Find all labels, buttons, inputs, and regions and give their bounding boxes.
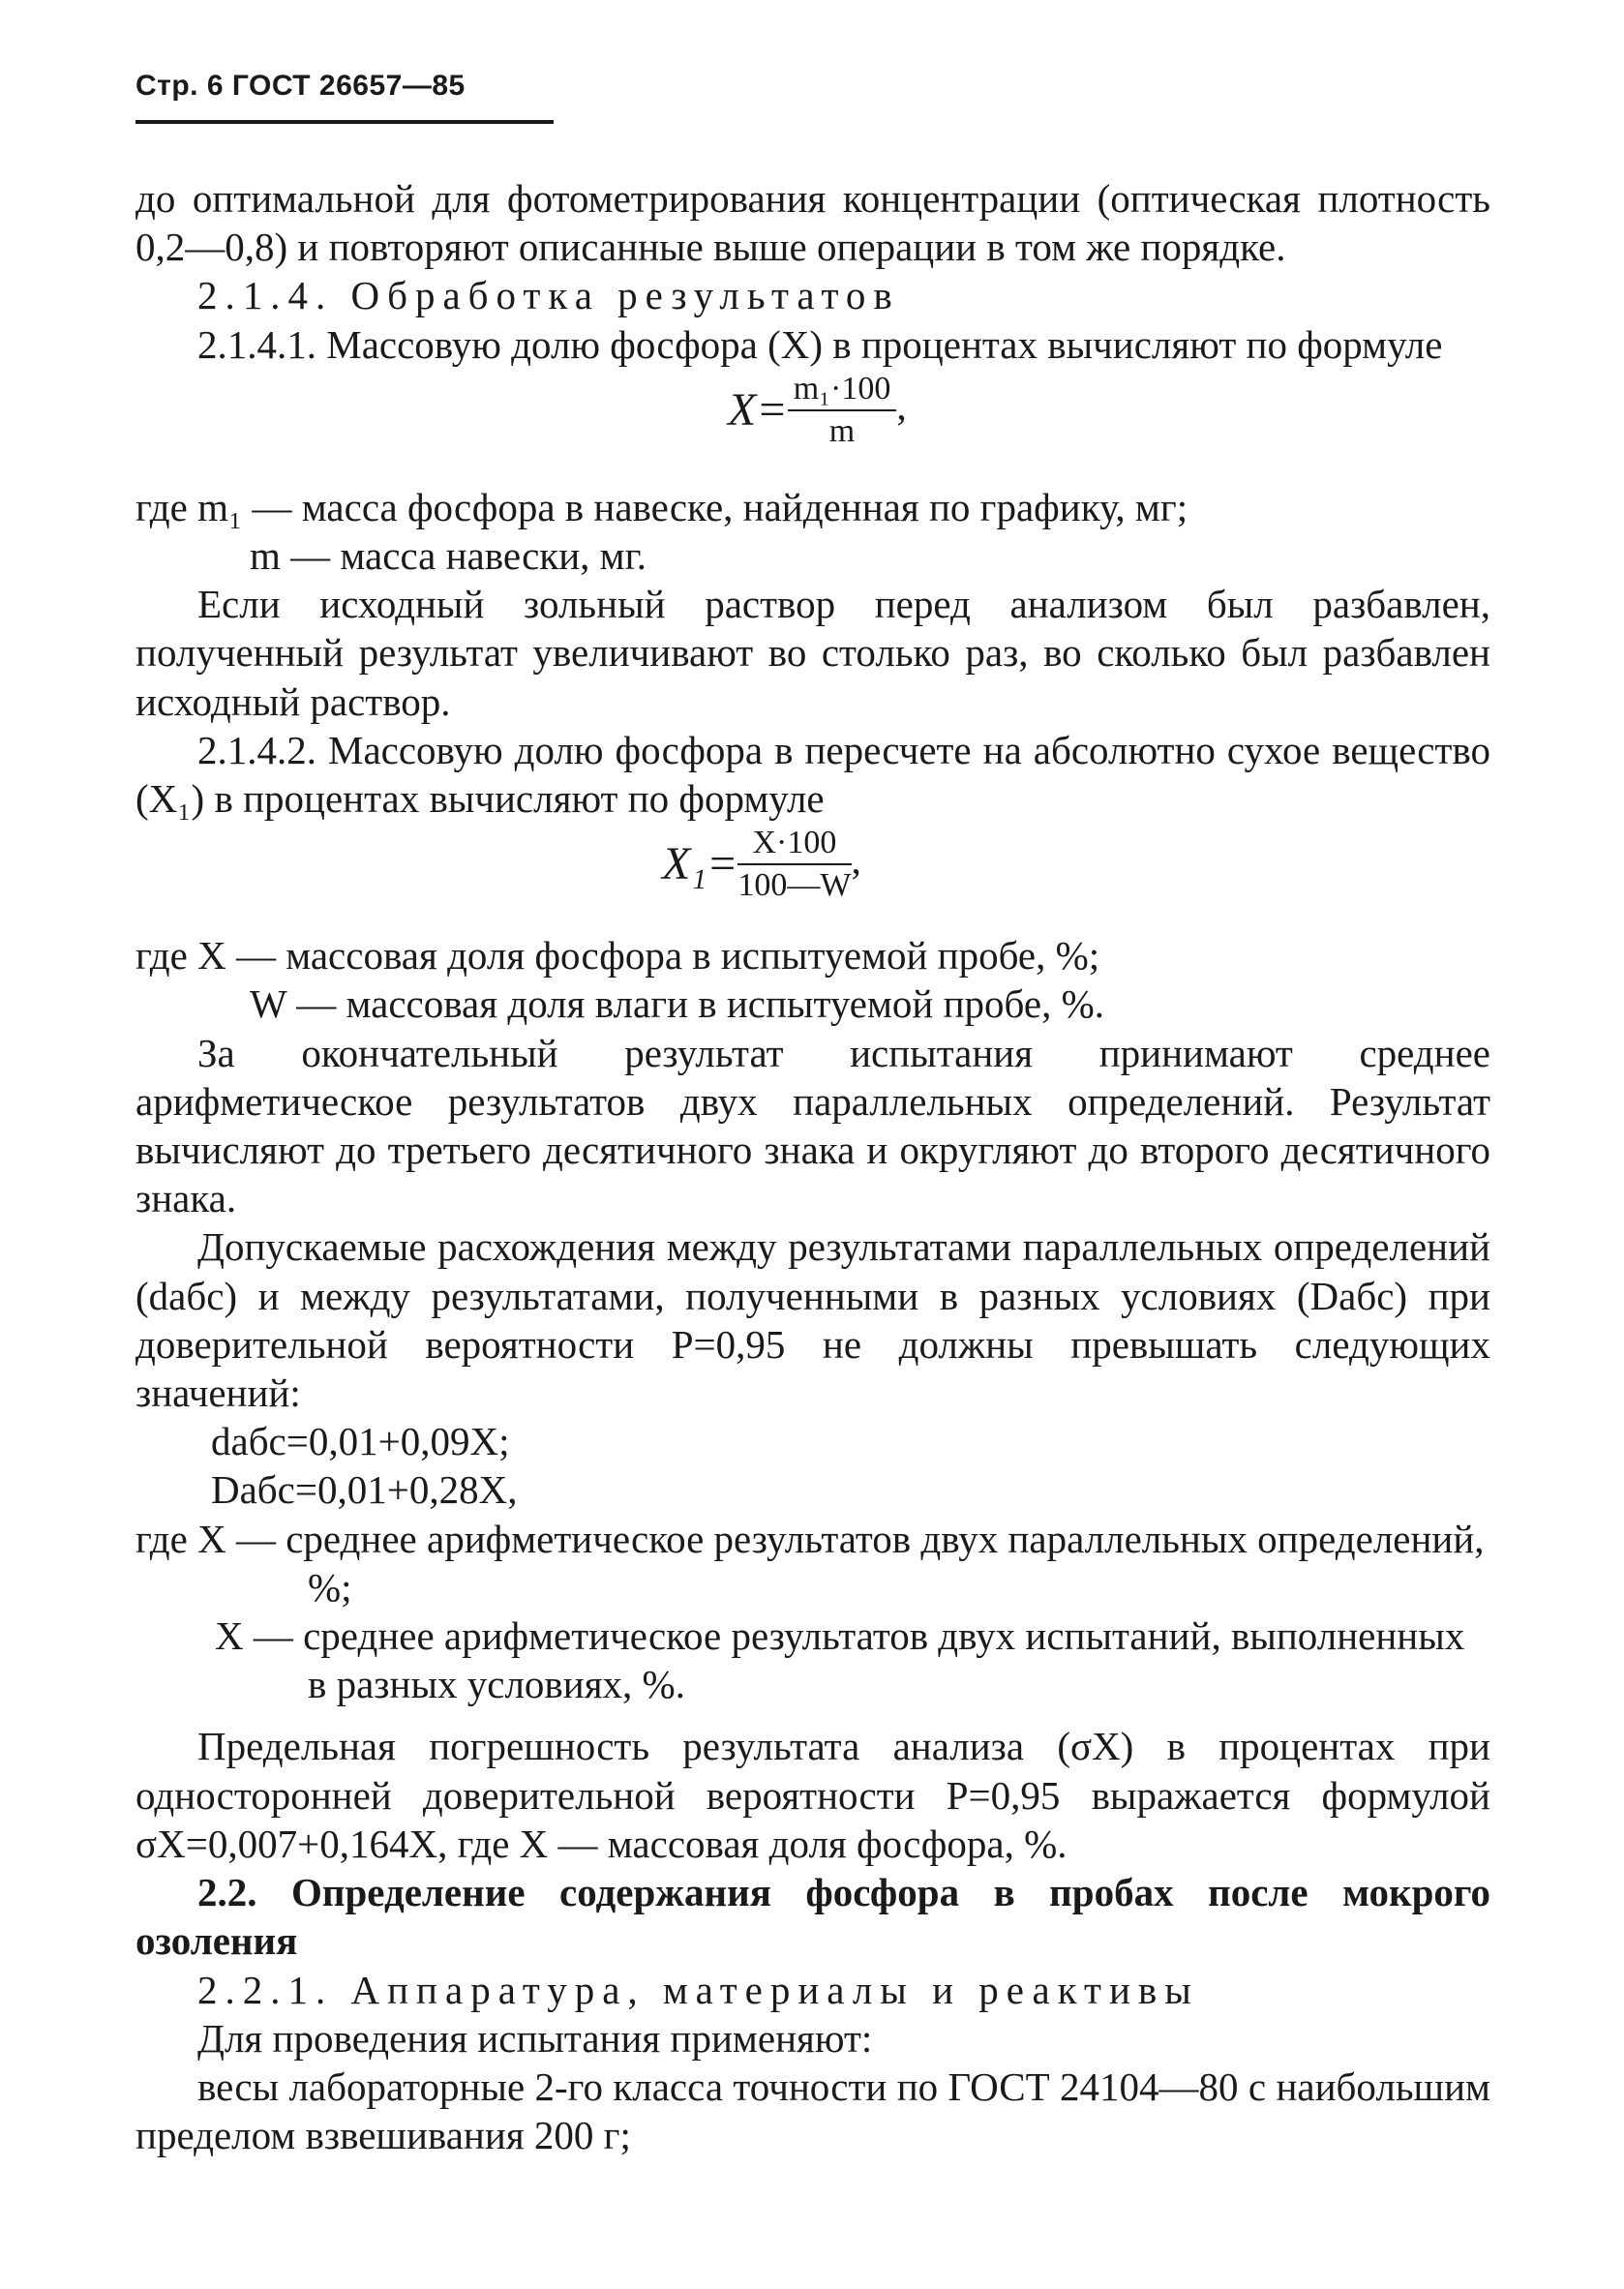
paragraph-error-limit: Предельная погрешность результата анализа (σX) в процентах при односторонней доверительной вероятности P=0,95 выражается формулой σX=0,007+0,164X, где X — массовая доля фосфора, %. xyxy=(135,1724,1490,1866)
formula-x1-denominator: 100—W xyxy=(737,867,852,904)
paragraph-tolerances: Допускаемые расхождения между результатами параллельных определений (dабс) и между результатами, полученными в разных условиях (Dабс) при доверительной вероятности P=0,95 не должны превышать следующих значений: xyxy=(135,1224,1490,1416)
section-2-1-4-heading: 2.1.4. Обработка результатов xyxy=(197,273,900,318)
formula-x1-numerator: X·100 xyxy=(737,823,851,865)
equation-d-abs: dабс=0,01+0,09X; xyxy=(211,1419,510,1464)
formula-x1 xyxy=(135,823,1490,931)
header-rule xyxy=(135,120,554,124)
section-2-1-4-2: 2.1.4.2. Массовую долю фосфора в пересчете на абсолютно сухое вещество (X₁) в процентах вычисляют по формуле xyxy=(135,727,1490,822)
paragraph-apply: Для проведения испытания применяют: xyxy=(197,2015,873,2061)
where-m: m — масса навески, мг. xyxy=(250,533,647,579)
page-header: Стр. 6 ГОСТ 26657—85 xyxy=(135,70,466,102)
document-body xyxy=(135,174,1490,2159)
section-2-1-4-1: 2.1.4.1. Массовую долю фосфора (X) в процентах вычисляют по формуле xyxy=(197,321,1443,367)
where-x-double-bar: X — среднее арифметическое результатов двух испытаний, выполненных в разных условиях, %. xyxy=(215,1613,1465,1707)
formula-x-tail: , xyxy=(896,383,907,429)
formula-x1-fraction xyxy=(737,823,851,906)
paragraph-intro: до оптимальной для фотометрирования концентрации (оптическая плотность 0,2—0,8) и повторяют описанные выше операции в том же порядке. xyxy=(135,176,1490,270)
section-2-2-heading: 2.2. Определение содержания фосфора в пробах после мокрого озоления xyxy=(135,1870,1490,1964)
where-x: где X — массовая доля фосфора в испытуемой пробе, %; xyxy=(135,933,1100,979)
paragraph-dilution: Если исходный зольный раствор перед анализом был разбавлен, полученный результат увеличивают во столько раз, во сколько был разбавлен исходный раствор. xyxy=(135,582,1490,724)
formula-x-denominator: m xyxy=(828,412,856,449)
formula-x-lhs: X= xyxy=(728,383,788,436)
paragraph-scales: весы лабораторные 2-го класса точности по ГОСТ 24104—80 с наибольшим пределом взвешивания 200 г; xyxy=(135,2063,1490,2158)
formula-x-fraction xyxy=(788,369,897,452)
section-2-2-1-heading: 2.2.1. Аппаратура, материалы и реактивы xyxy=(197,1967,1199,2012)
paragraph-final-result: За окончательный результат испытания принимают среднее арифметическое результатов двух параллельных определений. Результат вычисляют до третьего десятичного знака и округляют до второго десятичного знака. xyxy=(135,1030,1490,1221)
where-m1: где m₁ — масса фосфора в навеске, найденная по графику, мг; xyxy=(135,484,1188,529)
formula-x xyxy=(135,369,1490,483)
equation-D-abs: Dабс=0,01+0,28X, xyxy=(211,1467,518,1513)
formula-x-numerator: m₁·100 xyxy=(788,369,897,411)
formula-x1-tail: , xyxy=(851,837,861,883)
where-x-bar: где X — среднее арифметическое результатов двух параллельных определений, %; xyxy=(135,1516,1485,1610)
formula-x1-lhs: X₁= xyxy=(662,838,738,890)
where-w: W — массовая доля влаги в испытуемой пробе, %. xyxy=(250,981,1104,1027)
